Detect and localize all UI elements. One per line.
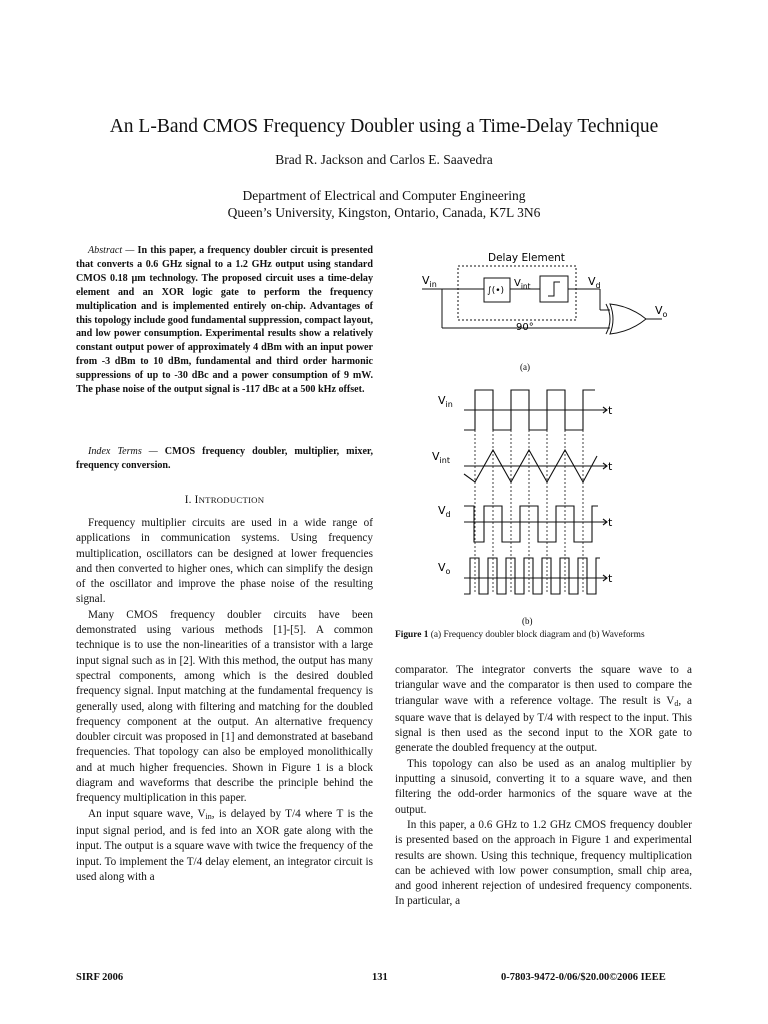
block-diagram xyxy=(422,266,662,334)
intro-paragraph-6: In this paper, a 0.6 GHz to 1.2 GHz CMOS frequency doubler is presented based on the approach in Figure 1 and experimental results are shown. Using this technique, frequency multiplication can be achieved with low power consumption, small chip area, and good inherent rejection of undesired frequency components. In particular, a xyxy=(395,818,692,908)
caption-text: (a) Frequency doubler block diagram and (b) Waveforms xyxy=(430,630,645,640)
vd-label-a: $V_d$ xyxy=(588,275,601,290)
paper-authors: Brad R. Jackson and Carlos E. Saavedra xyxy=(275,152,493,167)
vint-label-b: $V_{int}$ xyxy=(432,450,450,465)
xor-input-curve xyxy=(606,304,610,334)
integrator-symbol: ∫(•) xyxy=(487,286,505,296)
abstract-text: In this paper, a frequency doubler circuit is presented that converts a 0.6 GHz signal to a 1.2 GHz output using standard CMOS 0.18 µm technology. The proposed circuit uses a time-delay element and an XOR logic gate to perform the frequency multiplication and is implemented entirely on-chip. Advantages of this topology include good fundamental suppression, compact layout, and low power consumption. Experimental results show a relatively constant output power of approximately 4 dBm with an input power from -3 dBm to 10 dBm, fundamental and third order harmonic suppressions of up to -30 dBc and a power consumption of 9 mW. The phase noise of the output signal is -117 dBc at a 500 kHz offset. xyxy=(76,245,373,396)
affiliation xyxy=(0,187,768,221)
section-heading-introduction: I. INTRODUCTION xyxy=(184,494,265,506)
time-label-3: t xyxy=(608,516,613,529)
subfigure-b-label: (b) xyxy=(522,616,533,626)
intro-right-column xyxy=(395,663,692,910)
paper-title: An L-Band CMOS Frequency Doubler using a Time-Delay Technique xyxy=(109,116,659,137)
affiliation-line-2: Queen’s University, Kingston, Ontario, Canada, K7L 3N6 xyxy=(227,205,541,220)
index-terms-label: Index Terms — xyxy=(88,446,158,457)
comparator-symbol xyxy=(548,282,560,296)
figure-1-diagram xyxy=(412,244,712,629)
figure-1 xyxy=(412,244,712,634)
intro-paragraph-2: Many CMOS frequency doubler circuits have been demonstrated using various methods [1]-[5]. A common technique is to use the non-linearities of a transistor with a large input signal such as in [2]. With this method, the output has many spectral components, among which is the desired doubled frequency signal. Input matching at the fundamental frequency is generally used, along with filtering and matching for the doubled frequency component at the output. An alternative frequency doubler circuit was proposed in [1] and demonstrated at baseband frequencies. That topology can also be employed monolithically and at much higher frequencies. Shown in Figure 1 is a block diagram and waveforms that describe the principle behind the frequency multiplication in this paper. xyxy=(76,608,373,805)
vd-waveform xyxy=(464,506,598,542)
intro-paragraph-1: Frequency multiplier circuits are used in a wide range of applications in communication systems. Using frequency multiplication, oscillators can be designed at lower frequencies and then converted to higher ones, which can simplify the design of the oscillator and improve the phase noise of the resulting signal. xyxy=(76,517,373,606)
phase-label: 90° xyxy=(516,322,534,333)
vin-label-a: $V_{in}$ xyxy=(422,274,437,289)
intro-left-column xyxy=(76,516,373,885)
delay-element-label: Delay Element xyxy=(488,252,565,264)
time-label-4: t xyxy=(608,572,613,585)
figure-1-caption xyxy=(395,630,645,640)
time-label-1: t xyxy=(608,404,613,417)
caption-label: Figure 1 xyxy=(395,630,429,640)
delay-element-box xyxy=(458,266,576,320)
xor-gate xyxy=(610,304,646,334)
vo-label-a: $V_o$ xyxy=(655,304,668,319)
affiliation-line-1: Department of Electrical and Computer Engineering xyxy=(242,188,526,203)
vo-label-b: $V_o$ xyxy=(438,561,451,576)
abstract xyxy=(76,244,373,397)
footer-copyright: 0-7803-9472-0/06/$20.00©2006 IEEE xyxy=(501,972,666,983)
vo-waveform xyxy=(464,558,600,594)
subfigure-a-label: (a) xyxy=(520,362,530,372)
footer-conference: SIRF 2006 xyxy=(76,972,124,983)
footer-page-number: 131 xyxy=(372,972,388,983)
intro-paragraph-5: This topology can also be used as an analog multiplier by inputting a sinusoid, converting it to a square wave, and then filtering the odd-order harmonics of the square wave at the output. xyxy=(395,757,692,816)
time-label-2: t xyxy=(608,460,613,473)
abstract-label: Abstract — xyxy=(88,245,135,256)
vint-label-a: $V_{int}$ xyxy=(514,278,531,291)
intro-paragraph-3: An input square wave, $V_{in}$, is delayed by T/4 where T is the input signal period, and is fed into an XOR gate along with the input. The output is a square wave with twice the frequency of the input. To implement the T/4 delay element, an integrator circuit is used along with a xyxy=(76,807,373,883)
waveforms xyxy=(464,390,607,594)
intro-paragraph-4: comparator. The integrator converts the square wave to a triangular wave and the comparator is then used to compare the triangular wave with a reference voltage. The result is $V_d$, a square wave that is delayed by T/4 with respect to the input. This signal is then used as the second input to the XOR gate to generate the doubled frequency at the output. xyxy=(395,664,692,755)
index-terms xyxy=(76,445,373,473)
vd-label-b: $V_d$ xyxy=(438,504,451,519)
index-terms-text: CMOS frequency doubler, multiplier, mixer, frequency conversion. xyxy=(76,446,374,471)
vin-label-b: $V_{in}$ xyxy=(438,394,453,409)
